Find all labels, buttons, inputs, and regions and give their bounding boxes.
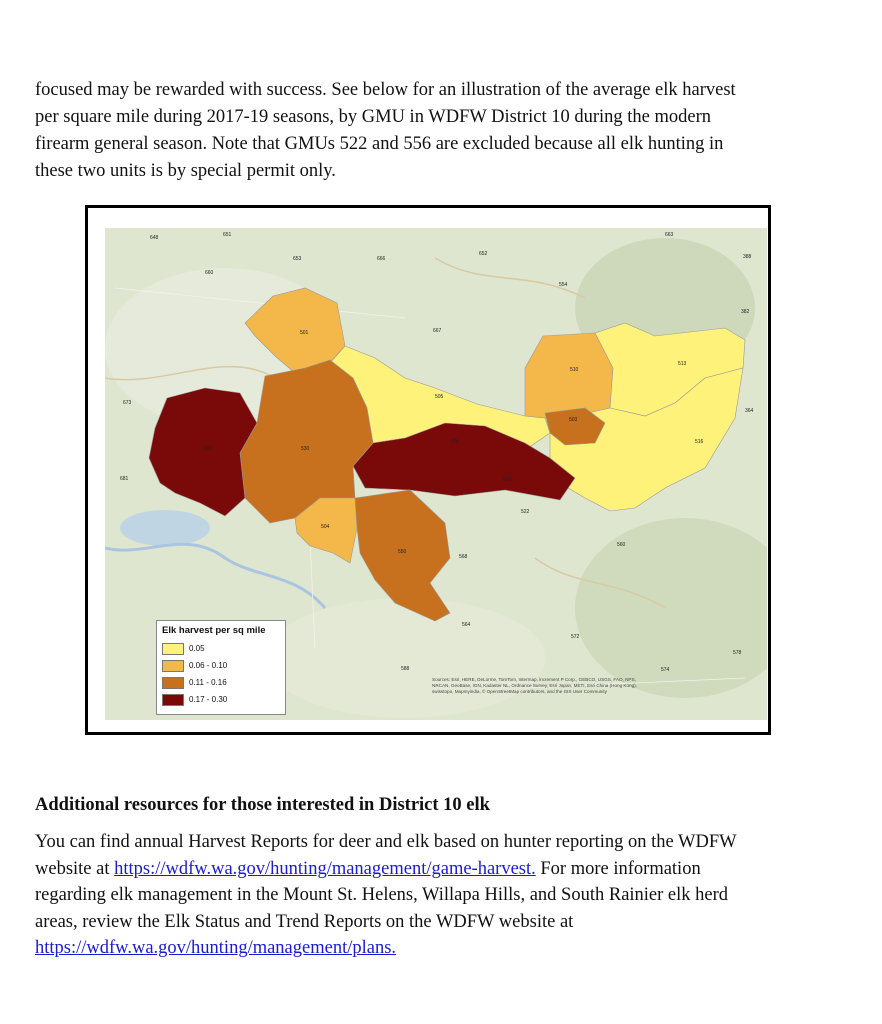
gmu-label: 524 [503,477,512,483]
gmu-label: 516 [695,439,704,445]
legend-swatch [162,677,184,689]
resources-line [35,935,825,962]
gmu-label: 667 [433,328,442,334]
map-legend [156,620,286,715]
gmu-label: 673 [123,400,132,406]
gmu-label: 388 [743,254,752,260]
gmu-label: 568 [459,554,468,560]
resources-paragraph [35,829,825,962]
resources-text: For more information [535,858,701,879]
gmu-label: 560 [617,542,626,548]
gmu-label: 530 [301,446,310,452]
legend-label: 0.06 - 0.10 [189,661,228,670]
gmu-label: 681 [120,476,129,482]
intro-line: these two units is by special permit only. [35,161,336,181]
gmu-label: 572 [571,634,580,640]
gmu-label: 510 [570,367,579,373]
gmu-label: 501 [300,330,309,336]
gmu-label: 651 [223,232,232,238]
gmu-label: 653 [293,256,302,262]
sources-line: Sources: Esri, HERE, DeLorme, TomTom, Intermap, increment P Corp., GEBCO, USGS, FAO, NPS, [432,677,636,682]
gmu-label: 382 [741,309,750,315]
elk-harvest-map-figure [85,205,771,735]
resources-text: website at [35,858,115,879]
gmu-label: 522 [521,509,530,515]
resources-line: areas, review the Elk Status and Trend Reports on the WDFW website at [35,911,574,932]
gmu-label: 648 [150,235,159,241]
gmu-label: 504 [321,524,330,530]
gmu-label: 506 [451,439,460,445]
legend-label: 0.17 - 0.30 [189,695,228,704]
gmu-label: 588 [401,666,410,672]
legend-swatch [162,694,184,706]
legend-label: 0.05 [189,644,205,653]
gmu-label: 574 [661,667,670,673]
legend-swatch [162,643,184,655]
gmu-label: 513 [678,361,687,367]
gmu-label: 564 [462,622,471,628]
map-sources-credit [432,677,762,695]
gmu-label: 578 [733,650,742,656]
legend-title: Elk harvest per sq mile [162,625,266,636]
harvest-reports-link[interactable]: https://wdfw.wa.gov/hunting/management/game-harvest. [114,858,536,879]
gmu-label: 550 [398,549,407,555]
section-heading: Additional resources for those interested in District 10 elk [35,795,490,815]
gmu-label: 520 [203,446,212,452]
resources-line: You can find annual Harvest Reports for deer and elk based on hunter reporting on the WDFW [35,832,737,852]
intro-line: per square mile during 2017-19 seasons, by GMU in WDFW District 10 during the modern [35,107,712,127]
sources-line: NRCAN, GeoBase, IGN, Kadaster NL, Ordnance Survey, Esri Japan, METI, Esri China (Hong Kong), [432,683,637,688]
sources-line: swisstopo, Mapmyindia, © OpenStreetMap contributors, and the GIS User Community [432,689,607,694]
gmu-label: 652 [479,251,488,257]
resources-line [35,856,825,883]
legend-swatch [162,660,184,672]
intro-line: firearm general season. Note that GMUs 522 and 556 are excluded because all elk hunting in [35,134,724,154]
gmu-label: 554 [559,282,568,288]
management-plans-link[interactable]: https://wdfw.wa.gov/hunting/management/plans. [35,938,397,958]
gmu-label: 505 [435,394,444,400]
intro-paragraph [35,77,825,185]
gmu-label: 666 [377,256,386,262]
gmu-label: 364 [745,408,754,414]
resources-line: regarding elk management in the Mount St. Helens, Willapa Hills, and South Rainier elk herd [35,885,729,905]
gmu-label: 660 [205,270,214,276]
intro-line: focused may be rewarded with success. See below for an illustration of the average elk harvest [35,80,736,100]
legend-label: 0.11 - 0.16 [189,678,227,687]
gmu-label: 663 [665,232,674,238]
gmu-label: 503 [569,417,578,423]
